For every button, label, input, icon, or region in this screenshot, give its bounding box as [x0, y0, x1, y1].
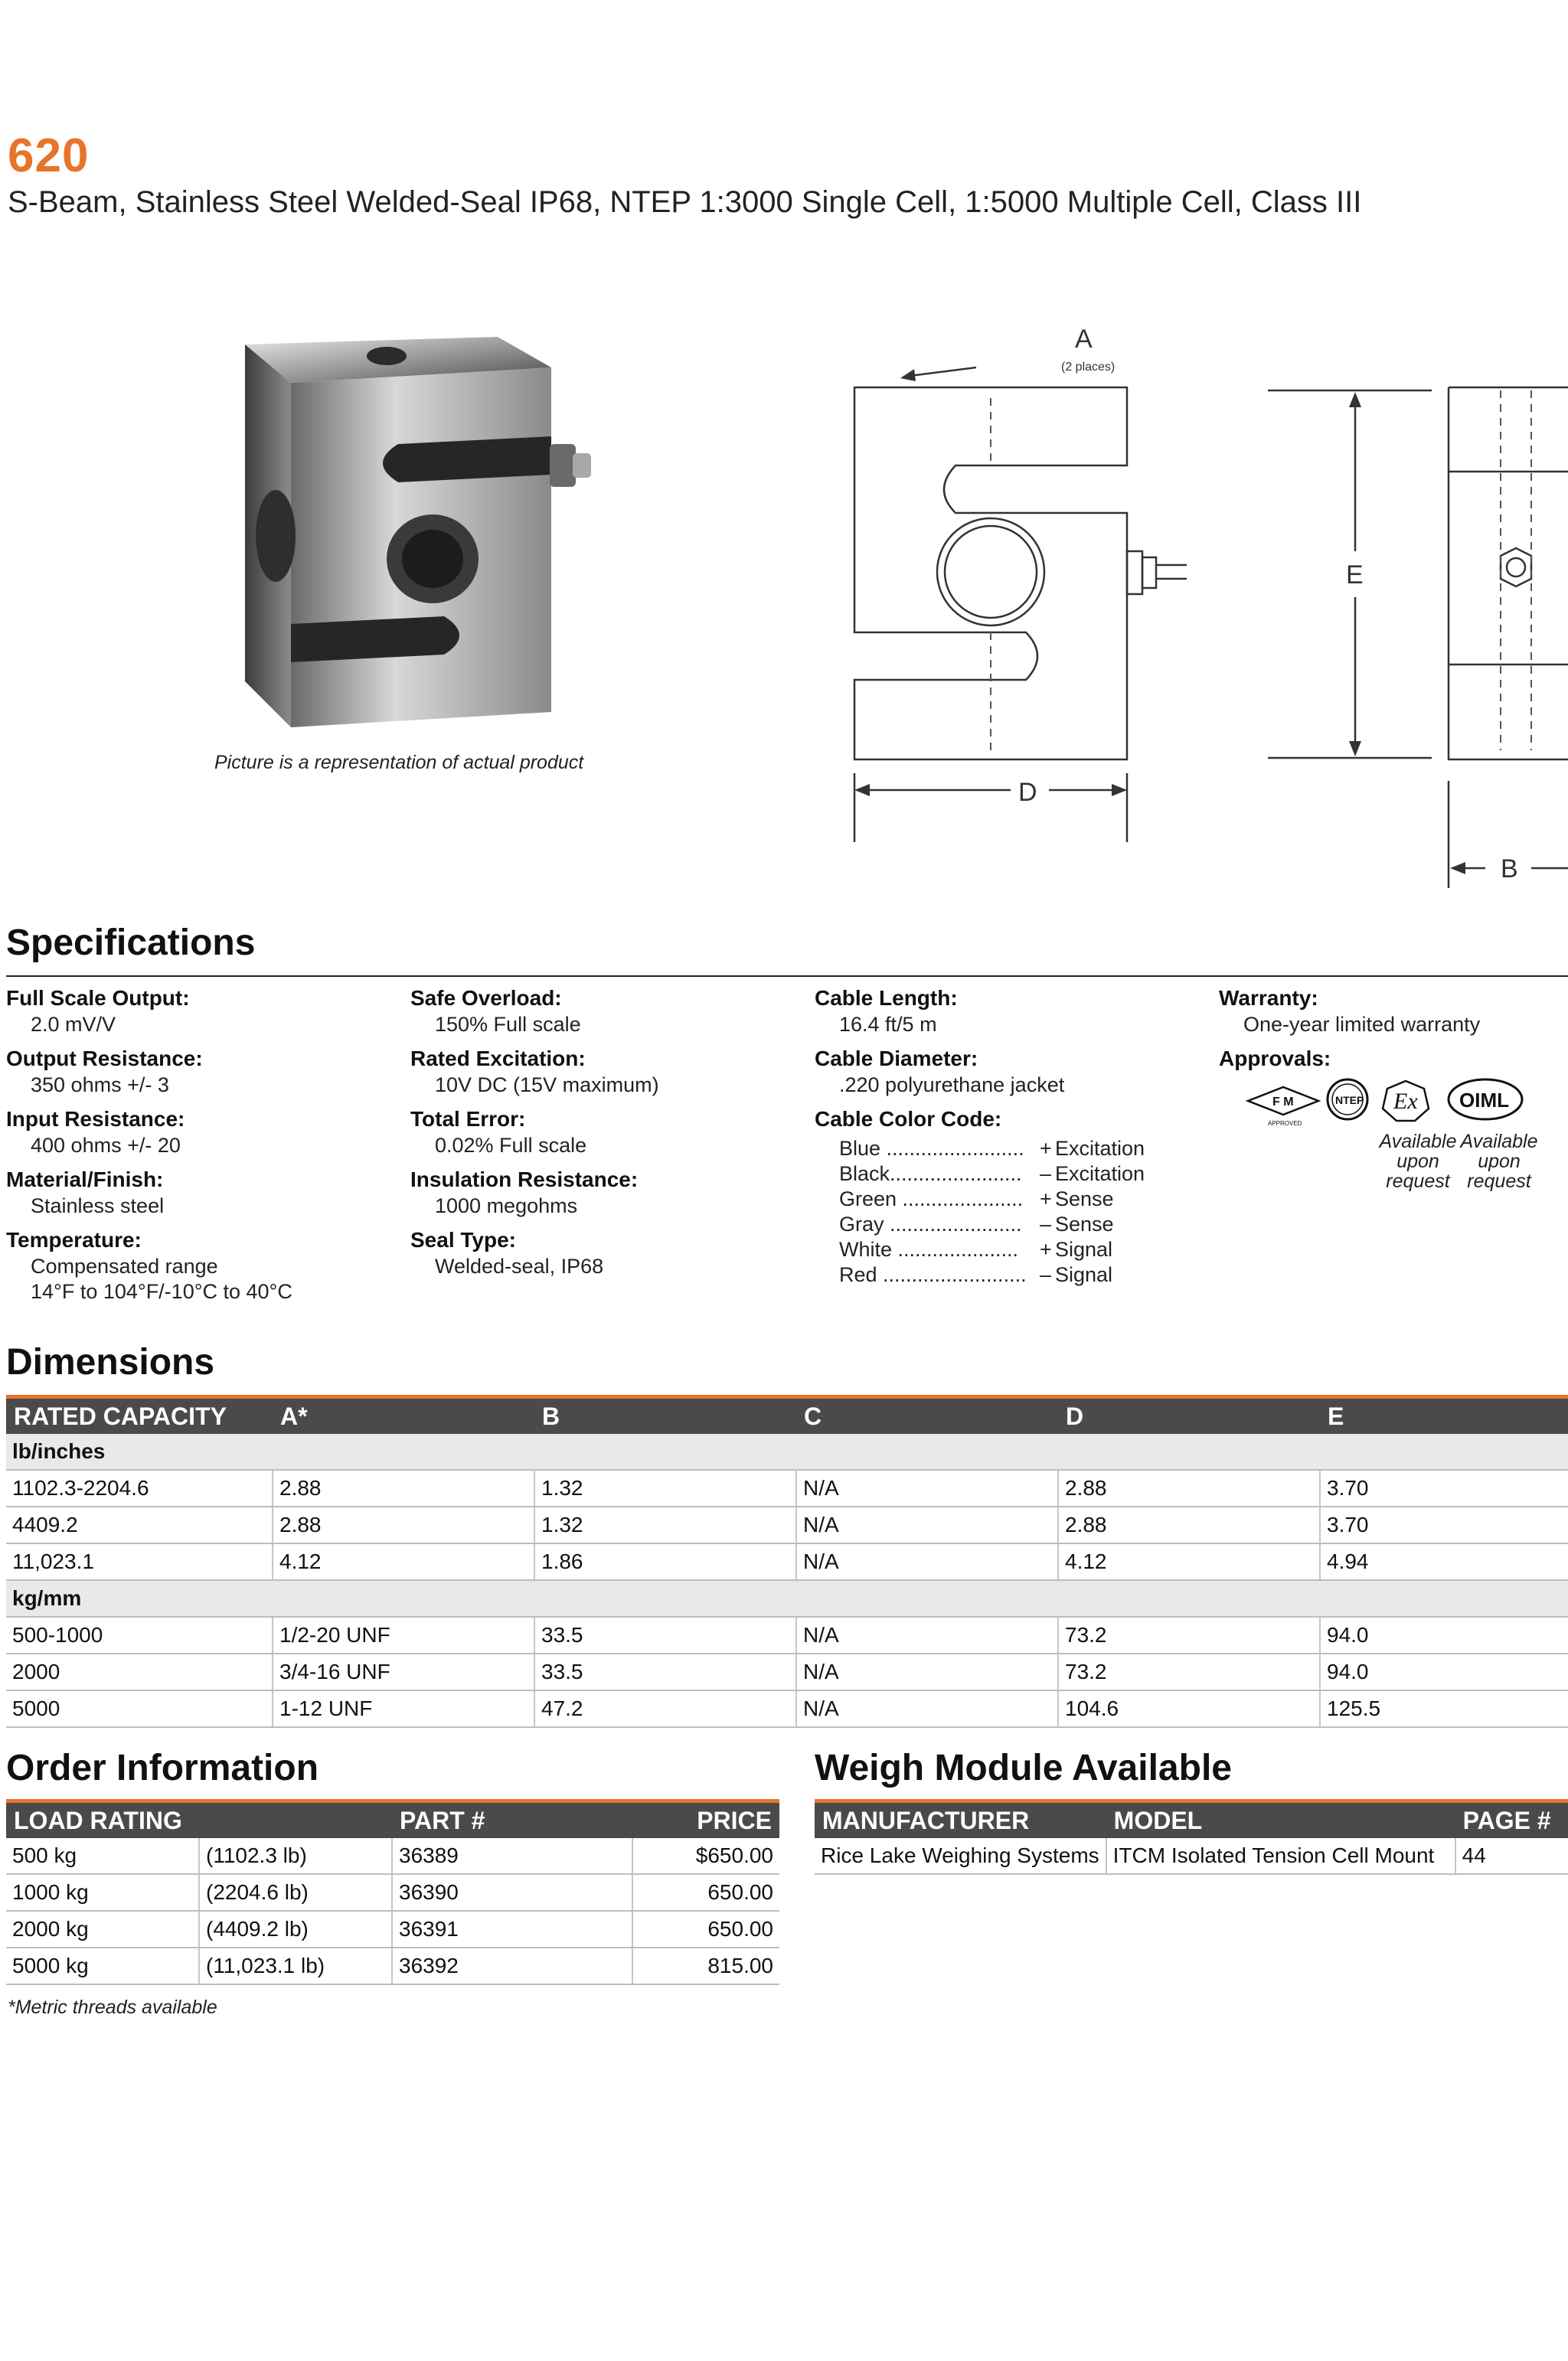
- table-row: 5000 kg (11,023.1 lb) 36392 815.00: [6, 1948, 779, 1984]
- product-subtitle: S-Beam, Stainless Steel Welded-Seal IP68, NTEP 1:3000 Single Cell, 1:5000 Multiple Cell, Class III: [8, 185, 1362, 219]
- table-header-row: [6, 1399, 1568, 1434]
- order-table: [6, 1803, 779, 1985]
- fm-approved-icon: F M: [1272, 1096, 1294, 1109]
- spec-column-1: [6, 985, 404, 1312]
- table-row: Rice Lake Weighing Systems ITCM Isolated Tension Cell Mount 44: [815, 1838, 1568, 1874]
- specifications-title: Specifications: [6, 923, 256, 963]
- table-row: 2000 kg (4409.2 lb) 36391 650.00: [6, 1911, 779, 1948]
- spec-column-3: [815, 985, 1213, 1288]
- oiml-icon: OIML: [1459, 1089, 1509, 1112]
- cable-color-row: Blue ........................ + Excitation: [839, 1137, 1145, 1160]
- model-number: 620: [8, 129, 90, 182]
- spec-value: 150% Full scale: [435, 1013, 581, 1036]
- photo-caption: Picture is a representation of actual product: [214, 752, 584, 773]
- approval-marks-icon: [1225, 1078, 1568, 1139]
- column-header: D: [1058, 1399, 1320, 1434]
- spec-label: Material/Finish:: [6, 1167, 164, 1191]
- cable-color-row: Green ..................... + Sense: [839, 1187, 1114, 1210]
- dimensions-title: Dimensions: [6, 1342, 215, 1383]
- metric-threads-footnote: *Metric threads available: [8, 1997, 217, 2018]
- drawing-label-e: E: [1346, 560, 1364, 589]
- column-header: LOAD RATING: [6, 1803, 392, 1838]
- spec-label: Warranty:: [1219, 986, 1318, 1010]
- spec-label: Seal Type:: [410, 1228, 516, 1252]
- spec-column-4: [1219, 985, 1568, 1073]
- dimension-drawing: [827, 322, 1568, 903]
- spec-value: Welded-seal, IP68: [435, 1255, 604, 1278]
- column-header: B: [534, 1399, 796, 1434]
- spec-label: Cable Diameter:: [815, 1047, 978, 1070]
- drawing-label-a: A: [1075, 325, 1093, 354]
- column-header: MANUFACTURER: [815, 1803, 1106, 1838]
- table-row: 500-1000 1/2-20 UNF 33.5 N/A 73.2 94.0: [6, 1617, 1568, 1654]
- weigh-module-table: [815, 1803, 1568, 1875]
- spec-label: Input Resistance:: [6, 1107, 185, 1131]
- spec-value: .220 polyurethane jacket: [839, 1073, 1065, 1096]
- cable-color-row: Gray ....................... – Sense: [839, 1213, 1114, 1236]
- table-row: 500 kg (1102.3 lb) 36389 $650.00: [6, 1838, 779, 1874]
- table-row: 1102.3-2204.6 2.88 1.32 N/A 2.88 3.70: [6, 1470, 1568, 1507]
- drawing-label-b: B: [1501, 854, 1518, 883]
- column-header: A*: [273, 1399, 534, 1434]
- spec-label: Insulation Resistance:: [410, 1167, 639, 1191]
- column-header: E: [1320, 1399, 1568, 1434]
- cable-color-code-label: Cable Color Code:: [815, 1107, 1002, 1131]
- cable-color-row: Black....................... – Excitation: [839, 1162, 1145, 1185]
- spec-label: Safe Overload:: [410, 986, 562, 1010]
- spec-value: 2.0 mV/V: [31, 1013, 116, 1036]
- specifications-rule: [6, 975, 1568, 977]
- ntep-icon: NTEP: [1335, 1094, 1364, 1106]
- column-header: MODEL: [1106, 1803, 1455, 1838]
- table-row: 1000 kg (2204.6 lb) 36390 650.00: [6, 1874, 779, 1911]
- column-header: PAGE #: [1455, 1803, 1568, 1838]
- spec-value: 350 ohms +/- 3: [31, 1073, 169, 1096]
- table-header-row: [815, 1803, 1568, 1838]
- table-row: 2000 3/4-16 UNF 33.5 N/A 73.2 94.0: [6, 1654, 1568, 1690]
- spec-value: 0.02% Full scale: [435, 1134, 587, 1157]
- table-row: 5000 1-12 UNF 47.2 N/A 104.6 125.5: [6, 1690, 1568, 1727]
- table-row: 11,023.1 4.12 1.86 N/A 4.12 4.94: [6, 1543, 1568, 1580]
- column-header: RATED CAPACITY: [6, 1399, 273, 1434]
- table-row: 4409.2 2.88 1.32 N/A 2.88 3.70: [6, 1507, 1568, 1543]
- order-info-title: Order Information: [6, 1748, 319, 1788]
- spec-label: Full Scale Output:: [6, 986, 190, 1010]
- unit-group-row: kg/mm: [6, 1580, 1568, 1617]
- spec-value: 1000 megohms: [435, 1194, 578, 1217]
- spec-value: One-year limited warranty: [1243, 1013, 1481, 1036]
- unit-group-row: lb/inches: [6, 1434, 1568, 1470]
- cable-color-code-list: [815, 1136, 1213, 1288]
- approvals-label: Approvals:: [1219, 1047, 1331, 1070]
- ex-atex-icon: Ex: [1393, 1089, 1418, 1114]
- cable-color-row: White ..................... + Signal: [839, 1238, 1113, 1261]
- spec-value: Stainless steel: [31, 1194, 165, 1217]
- drawing-label-d: D: [1018, 778, 1037, 807]
- cable-color-row: Red ......................... – Signal: [839, 1263, 1113, 1286]
- column-header: C: [796, 1399, 1058, 1434]
- drawing-label-a-note: (2 places): [1061, 361, 1116, 374]
- spec-label: Total Error:: [410, 1107, 526, 1131]
- spec-value: 16.4 ft/5 m: [839, 1013, 937, 1036]
- spec-column-2: [410, 985, 808, 1287]
- approval-logos: [1225, 1078, 1568, 1200]
- spec-label: Cable Length:: [815, 986, 958, 1010]
- column-header: PART #: [392, 1803, 632, 1838]
- spec-value: 400 ohms +/- 20: [31, 1134, 181, 1157]
- table-header-row: [6, 1803, 779, 1838]
- spec-value: 10V DC (15V maximum): [435, 1073, 659, 1096]
- oiml-available-note: Available upon request: [1460, 1131, 1538, 1192]
- svg-text:APPROVED: APPROVED: [1268, 1120, 1302, 1127]
- ex-available-note: Available upon request: [1379, 1131, 1457, 1192]
- weigh-module-title: Weigh Module Available: [815, 1748, 1232, 1788]
- product-photo: [230, 322, 597, 735]
- spec-value: Compensated range 14°F to 104°F/-10°C to 40°C: [31, 1255, 292, 1303]
- spec-label: Rated Excitation:: [410, 1047, 586, 1070]
- dimensions-table: [6, 1399, 1568, 1728]
- column-header: PRICE: [632, 1803, 779, 1838]
- spec-label: Output Resistance:: [6, 1047, 203, 1070]
- spec-label: Temperature:: [6, 1228, 142, 1252]
